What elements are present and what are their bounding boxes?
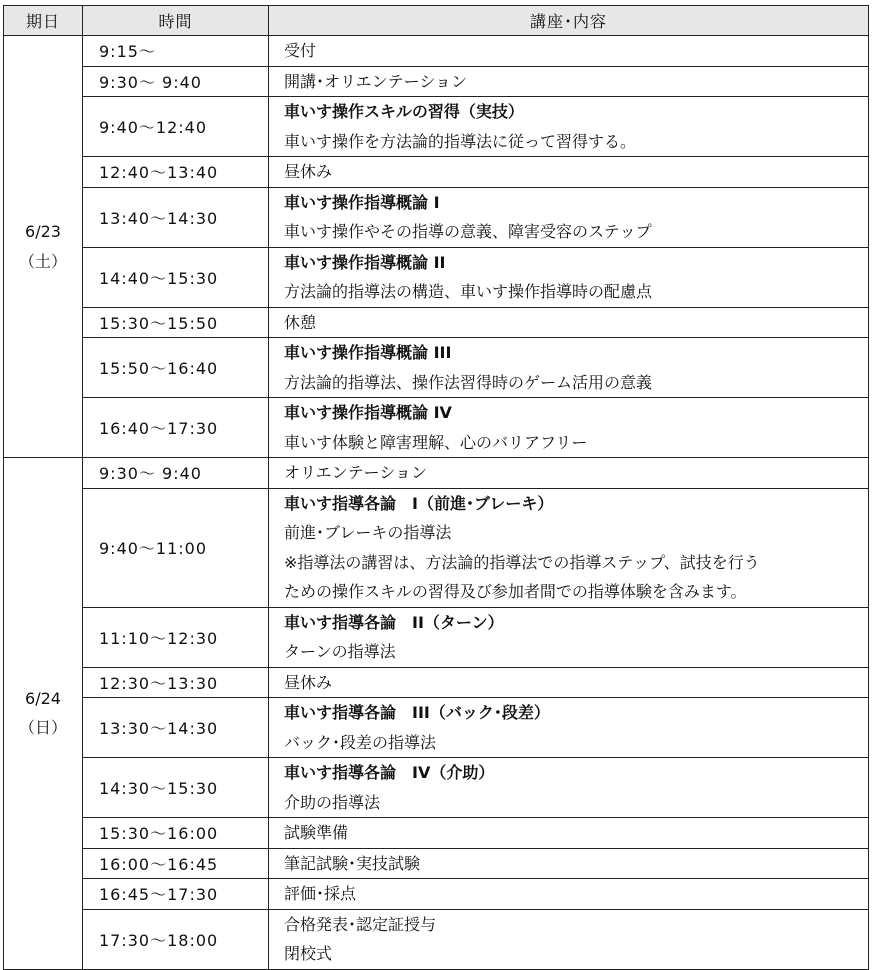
session-description: 試験準備	[284, 823, 349, 842]
session-description: 開講･オリエンテーション	[284, 71, 468, 91]
time-cell: 14:30〜15:30	[83, 758, 269, 818]
time-cell: 12:30〜13:30	[83, 667, 269, 698]
time-cell: 11:10〜12:30	[83, 607, 269, 667]
session-title: 車いす操作指導概論 III	[284, 343, 452, 362]
session-title: 車いす操作指導概論 I	[284, 192, 440, 212]
header-time: 時間	[83, 6, 269, 36]
date-label: 6/23	[25, 222, 61, 241]
session-description: 休憩	[284, 312, 317, 332]
content-cell	[269, 307, 869, 338]
content-cell	[269, 247, 869, 307]
time-cell: 17:30〜18:00	[83, 909, 269, 969]
session-title: 車いす指導各論 IV（介助）	[284, 763, 495, 782]
session-description: 介助の指導法	[284, 792, 381, 812]
session-description: 筆記試験･実技試験	[284, 853, 421, 873]
time-cell: 9:15〜	[83, 36, 269, 67]
weekday-label: （日）	[18, 718, 67, 738]
schedule-row	[4, 458, 869, 489]
weekday-label: （土）	[18, 251, 67, 271]
time-cell: 14:40〜15:30	[83, 247, 269, 307]
schedule-row	[4, 247, 869, 307]
content-cell	[269, 338, 869, 398]
time-cell: 15:30〜15:50	[83, 307, 269, 338]
session-title: 車いす指導各論 II（ターン）	[284, 612, 504, 632]
schedule-row	[4, 758, 869, 818]
session-description: 車いす操作を方法論的指導法に従って習得する。	[284, 131, 637, 151]
session-description: 車いす操作やその指導の意義、障害受容のステップ	[284, 222, 652, 241]
session-description: 車いす体験と障害理解、心のバリアフリー	[284, 432, 588, 452]
content-cell	[269, 909, 869, 969]
content-cell	[269, 607, 869, 667]
time-cell: 15:50〜16:40	[83, 338, 269, 398]
content-cell	[269, 667, 869, 698]
session-description: 前進･ブレーキの指導法	[284, 523, 452, 542]
session-description: ターンの指導法	[284, 642, 396, 661]
content-cell	[269, 458, 869, 489]
schedule-row	[4, 338, 869, 398]
content-cell	[269, 36, 869, 67]
schedule-row	[4, 698, 869, 758]
content-cell	[269, 398, 869, 458]
schedule-row	[4, 879, 869, 910]
session-description: 受付	[284, 41, 317, 60]
session-description: オリエンテーション	[284, 463, 428, 482]
time-cell: 15:30〜16:00	[83, 818, 269, 849]
session-title: 車いす操作指導概論 II	[284, 252, 446, 272]
time-cell: 16:40〜17:30	[83, 398, 269, 458]
schedule-row	[4, 66, 869, 97]
time-cell: 9:30〜 9:40	[83, 458, 269, 489]
content-cell	[269, 488, 869, 607]
schedule-row	[4, 307, 869, 338]
schedule-row	[4, 36, 869, 67]
schedule-row	[4, 848, 869, 879]
session-title: 車いす操作指導概論 IV	[284, 403, 452, 422]
session-description: 昼休み	[284, 672, 333, 692]
session-description: 方法論的指導法、操作法習得時のゲーム活用の意義	[284, 372, 653, 392]
schedule-row	[4, 187, 869, 247]
content-cell	[269, 818, 869, 849]
schedule-body	[4, 36, 869, 970]
schedule-row	[4, 157, 869, 188]
content-cell	[269, 187, 869, 247]
schedule-table	[3, 5, 869, 970]
time-cell: 16:45〜17:30	[83, 879, 269, 910]
schedule-row	[4, 398, 869, 458]
session-description: 方法論的指導法の構造、車いす操作指導時の配慮点	[284, 282, 653, 301]
content-cell	[269, 97, 869, 157]
header-date: 期日	[4, 6, 83, 36]
session-description: ための操作スキルの習得及び参加者間での指導体験を含みます。	[284, 582, 747, 601]
content-cell	[269, 848, 869, 879]
schedule-row	[4, 818, 869, 849]
session-description: 閉校式	[284, 944, 333, 963]
time-cell: 16:00〜16:45	[83, 848, 269, 879]
date-cell	[4, 36, 83, 458]
content-cell	[269, 758, 869, 818]
session-description: 合格発表･認定証授与	[284, 914, 437, 934]
header-row	[4, 6, 869, 36]
session-description: ※指導法の講習は、方法論的指導法での指導ステップ、試技を行う	[284, 552, 760, 572]
time-cell: 13:30〜14:30	[83, 698, 269, 758]
time-cell: 12:40〜13:40	[83, 157, 269, 188]
date-cell	[4, 458, 83, 970]
session-title: 車いす指導各論 III（バック･段差）	[284, 703, 550, 722]
date-label: 6/24	[25, 688, 61, 708]
session-title: 車いす操作スキルの習得（実技）	[284, 102, 524, 121]
session-description: 評価･採点	[284, 884, 357, 903]
time-cell: 13:40〜14:30	[83, 187, 269, 247]
content-cell	[269, 698, 869, 758]
schedule-row	[4, 607, 869, 667]
schedule-row	[4, 909, 869, 969]
schedule-row	[4, 667, 869, 698]
header-content: 講座･内容	[269, 6, 869, 36]
session-description: バック･段差の指導法	[284, 732, 437, 752]
time-cell: 9:40〜11:00	[83, 488, 269, 607]
time-cell: 9:40〜12:40	[83, 97, 269, 157]
content-cell	[269, 157, 869, 188]
session-title: 車いす指導各論 I（前進･ブレーキ）	[284, 493, 554, 513]
time-cell: 9:30〜 9:40	[83, 66, 269, 97]
session-description: 昼休み	[284, 162, 333, 181]
schedule-row	[4, 97, 869, 157]
content-cell	[269, 879, 869, 910]
content-cell	[269, 66, 869, 97]
schedule-row	[4, 488, 869, 607]
